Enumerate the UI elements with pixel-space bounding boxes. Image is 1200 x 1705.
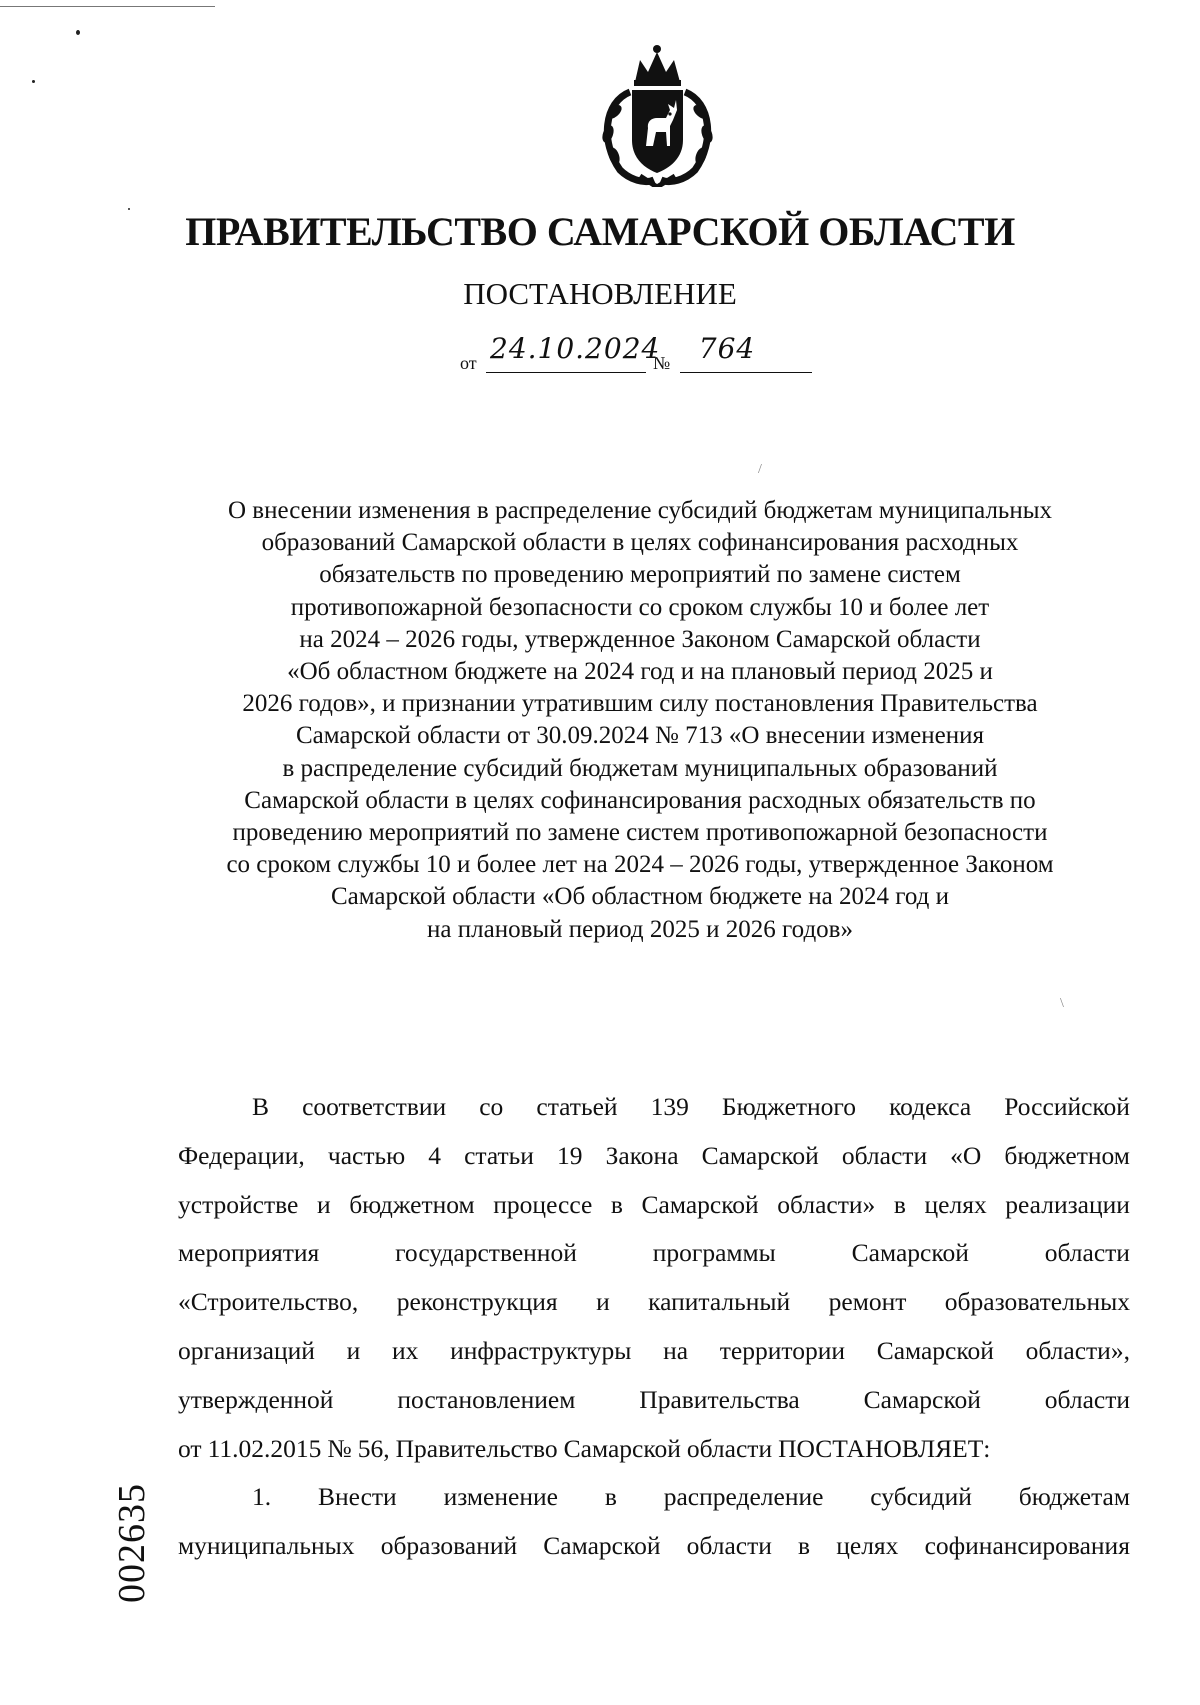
body-line — [178, 1473, 1130, 1522]
body-word: программы — [652, 1238, 776, 1268]
body-word: бюджетам — [1018, 1482, 1130, 1512]
body-line — [178, 1083, 1130, 1132]
body-word: Самарской — [563, 1433, 681, 1463]
body-word: Внести — [317, 1482, 397, 1512]
body-word: в — [604, 1482, 617, 1512]
body-word: области — [686, 1531, 772, 1561]
body-word: бюджетном — [349, 1189, 475, 1219]
body-word: кодекса — [889, 1092, 972, 1121]
body-line — [178, 1229, 1130, 1278]
body-word: 139 — [650, 1092, 689, 1121]
document-heading — [150, 495, 1130, 946]
scan-speck — [32, 80, 35, 83]
body-word: со — [479, 1092, 504, 1121]
body-word: Российской — [1004, 1092, 1130, 1121]
number-underline — [680, 372, 812, 373]
body-word: инфраструктуры — [450, 1335, 632, 1365]
body-word: муниципальных — [178, 1531, 355, 1561]
body-word: софинансирования — [924, 1531, 1130, 1561]
body-line — [178, 1522, 1130, 1571]
body-word: Правительство — [395, 1433, 558, 1463]
document-type: ПОСТАНОВЛЕНИЕ — [463, 276, 737, 311]
scan-border-line — [0, 6, 215, 7]
body-word: частью — [327, 1140, 406, 1170]
heading-line: 2026 годов», и признании утратившим силу постановления Правительства — [242, 690, 1038, 718]
heading-line: Самарской области в целях софинансирования расходных обязательств по — [244, 786, 1036, 814]
body-word: статьи — [464, 1140, 534, 1170]
number-label: № — [653, 353, 671, 373]
body-line — [178, 1327, 1130, 1376]
document-body — [178, 1083, 1130, 1571]
body-word: субсидий — [870, 1482, 972, 1512]
scan-speck — [76, 30, 80, 35]
body-word: на — [663, 1335, 689, 1365]
body-word: устройстве — [178, 1189, 299, 1219]
body-word: Самарской — [701, 1140, 819, 1170]
body-word: области — [841, 1140, 928, 1170]
number-value: 764 — [698, 332, 756, 365]
body-word: 19 — [557, 1140, 583, 1170]
body-word: бюджетном — [1004, 1140, 1130, 1170]
body-word: В — [252, 1092, 270, 1121]
registration-number-stamp: 002635 — [111, 1483, 153, 1603]
body-word: «О — [950, 1140, 982, 1170]
heading-line: в распределение субсидий бюджетам муниципальных образований — [282, 754, 998, 782]
body-word: и — [316, 1189, 331, 1219]
body-word: области» — [777, 1189, 876, 1219]
heading-line: «Об областном бюджете на 2024 год и на плановый период 2025 и — [287, 658, 993, 686]
scan-mark: \ — [1060, 996, 1064, 1011]
body-word: образовательных — [944, 1287, 1130, 1317]
body-word: мероприятия — [178, 1238, 320, 1268]
body-word: Самарской — [863, 1384, 981, 1414]
organization-title: ПРАВИТЕЛЬСТВО САМАРСКОЙ ОБЛАСТИ — [185, 209, 1015, 254]
body-word: образований — [380, 1531, 518, 1561]
body-line — [178, 1425, 1130, 1474]
body-word: № — [327, 1433, 352, 1463]
body-line — [178, 1181, 1130, 1230]
body-word: Самарской — [876, 1335, 994, 1365]
date-value: 24.10.2024 — [490, 332, 661, 365]
body-line — [178, 1278, 1130, 1327]
heading-line: Самарской области от 30.09.2024 № 713 «О внесении изменения — [295, 722, 985, 750]
body-word: Федерации, — [178, 1140, 305, 1170]
body-word: 4 — [428, 1140, 442, 1170]
body-word: реконструкция — [396, 1287, 558, 1317]
body-word: Самарской — [641, 1189, 759, 1219]
body-word: области — [1044, 1384, 1130, 1414]
scan-mark: / — [758, 462, 762, 477]
body-word: области — [686, 1433, 773, 1463]
date-underline — [486, 372, 646, 373]
body-word: изменение — [443, 1482, 558, 1512]
body-word: Самарской — [851, 1238, 969, 1268]
heading-line: О внесении изменения в распределение субсидий бюджетам муниципальных — [228, 497, 1052, 524]
body-word: реализации — [1005, 1189, 1130, 1219]
body-word: в — [893, 1189, 906, 1219]
body-word: 1. — [252, 1482, 272, 1512]
body-word: Закона — [605, 1140, 679, 1170]
body-word: постановлением — [397, 1384, 576, 1414]
body-word: в — [798, 1531, 811, 1561]
body-word: капитальный — [648, 1287, 791, 1317]
body-word: государственной — [395, 1238, 577, 1268]
body-word: ПОСТАНОВЛЯЕТ: — [778, 1433, 991, 1463]
body-word: целях — [836, 1531, 899, 1561]
body-word: и — [596, 1287, 610, 1317]
body-word: Правительства — [639, 1384, 800, 1414]
body-word: территории — [719, 1335, 845, 1365]
body-word: от — [178, 1433, 202, 1463]
body-word: статьей — [536, 1092, 618, 1121]
samara-coat-of-arms-icon — [590, 42, 725, 187]
body-word: Бюджетного — [721, 1092, 857, 1121]
body-word: процессе — [493, 1189, 593, 1219]
heading-line: Самарской области «Об областном бюджете на 2024 год и — [330, 883, 950, 911]
body-word: области — [1044, 1238, 1130, 1268]
body-word: в — [610, 1189, 623, 1219]
body-word: Самарской — [543, 1531, 661, 1561]
body-word: 11.02.2015 — [207, 1433, 322, 1463]
body-line — [178, 1132, 1130, 1181]
heading-line: со сроком службы 10 и более лет на 2024 – 2026 годы, утвержденное Законом — [226, 851, 1054, 879]
heading-line: проведению мероприятий по замене систем противопожарной безопасности — [232, 819, 1048, 847]
body-line — [178, 1376, 1130, 1425]
body-word: 56, — [357, 1433, 390, 1463]
body-word: распределение — [663, 1482, 824, 1512]
heading-line: на 2024 – 2026 годы, утвержденное Законом Самарской области — [299, 625, 981, 653]
body-word: «Строительство, — [178, 1287, 359, 1317]
body-word: области», — [1025, 1335, 1130, 1365]
body-word: утвержденной — [178, 1384, 334, 1414]
date-label: от — [460, 353, 477, 373]
body-word: их — [391, 1335, 419, 1365]
body-word: и — [346, 1335, 361, 1365]
body-word: ремонт — [828, 1287, 907, 1317]
heading-line: образований Самарской области в целях софинансирования расходных — [261, 529, 1019, 557]
heading-line: противопожарной безопасности со сроком службы 10 и более лет — [290, 593, 990, 621]
body-word: целях — [924, 1189, 987, 1219]
body-word: соответствии — [302, 1092, 447, 1121]
heading-line: на плановый период 2025 и 2026 годов» — [427, 915, 853, 943]
body-word: организаций — [178, 1335, 315, 1365]
heading-line: обязательств по проведению мероприятий по замене систем — [319, 561, 961, 589]
